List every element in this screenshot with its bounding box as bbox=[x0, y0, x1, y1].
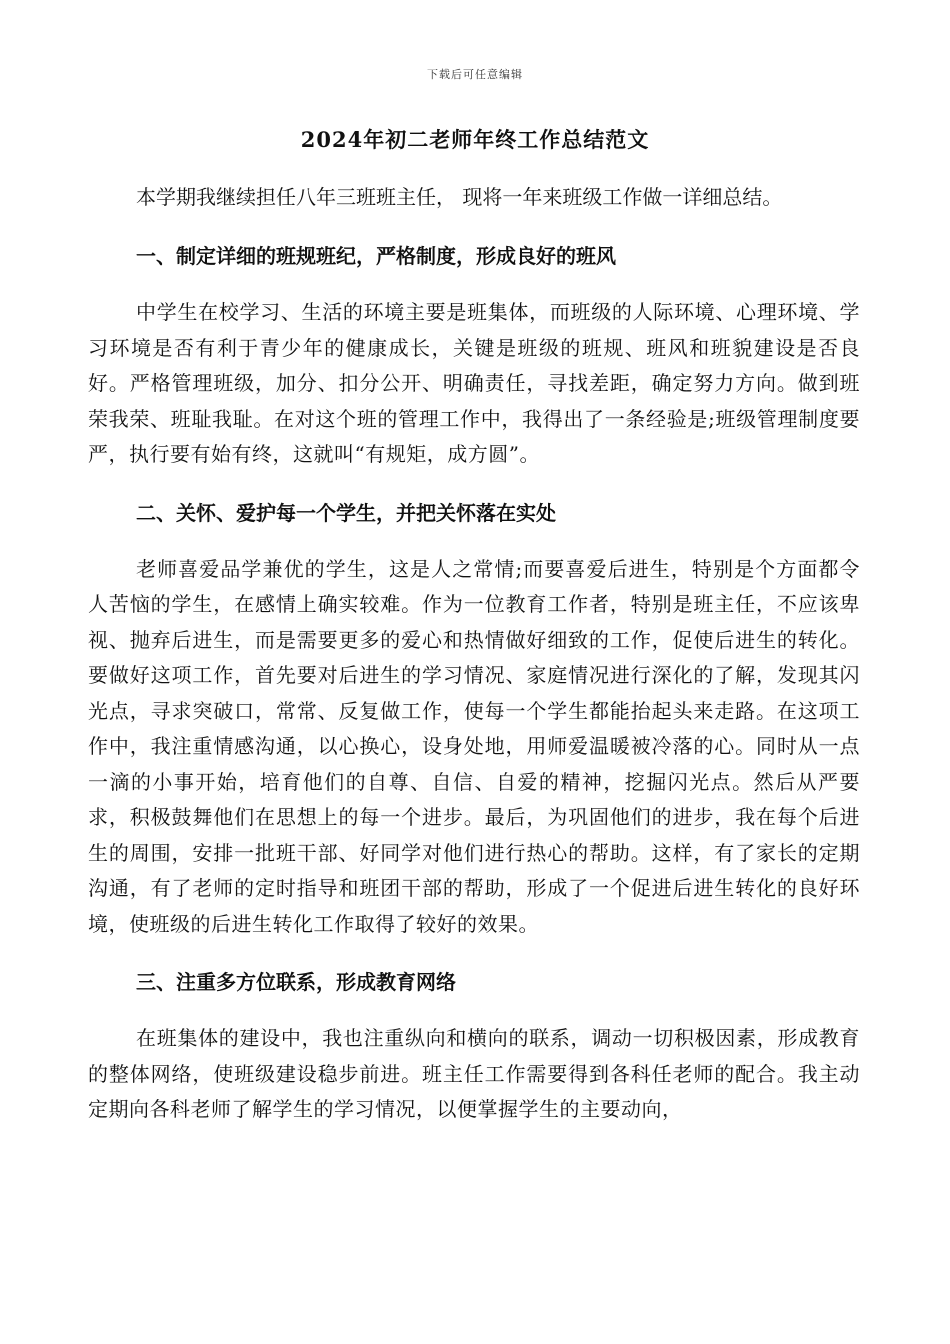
section-heading-3: 三、注重多方位联系，形成教育网络 bbox=[136, 970, 456, 994]
section-paragraph-2: 老师喜爱品学兼优的学生，这是人之常情;而要喜爱后进生，特别是个方面都令人苦恼的学生，在感情上确实较难。作为一位教育工作者，特别是班主任，不应该卑视、抛弃后进生，而是需要更多的爱心和热情做好细致的工作，促使后进生的转化。要做好这项工作，首先要对后进生的学习情况、家庭情况进行深化的了解，发现其闪光点，寻求突破口，常常、反复做工作，使每一个学生都能抬起头来走路。在这项工作中，我注重情感沟通，以心换心，设身处地，用师爱温暖被冷落的心。同时从一点一滴的小事开始，培育他们的自尊、自信、自爱的精神，挖掘闪光点。然后从严要求，积极鼓舞他们在思想上的每一个进步。最后，为巩固他们的进步，我在每个后进生的周围，安排一批班干部、好同学对他们进行热心的帮助。这样，有了家长的定期沟通，有了老师的定时指导和班团干部的帮助，形成了一个促进后进生转化的良好环境，使班级的后进生转化工作取得了较好的效果。 bbox=[88, 556, 860, 936]
document-body bbox=[88, 180, 860, 1151]
section-paragraph-3: 在班集体的建设中，我也注重纵向和横向的联系，调动一切积极因素，形成教育的整体网络，使班级建设稳步前进。班主任工作需要得到各科任老师的配合。我主动定期向各科老师了解学生的学习情况，以便掌握学生的主要动向， bbox=[88, 1026, 860, 1121]
section-heading-1: 一、制定详细的班规班纪，严格制度，形成良好的班风 bbox=[136, 244, 616, 268]
header-note: 下载后可任意编辑 bbox=[427, 68, 523, 81]
intro-paragraph: 本学期我继续担任八年三班班主任， 现将一年来班级工作做一详细总结。 bbox=[136, 185, 783, 209]
section-paragraph-1: 中学生在校学习、生活的环境主要是班集体，而班级的人际环境、心理环境、学习环境是否有利于青少年的健康成长，关键是班级的班规、班风和班貌建设是否良好。严格管理班级，加分、扣分公开、明确责任，寻找差距，确定努力方向。做到班荣我荣、班耻我耻。在对这个班的管理工作中，我得出了一条经验是;班级管理制度要严，执行要有始有终，这就叫“有规矩，成方圆”。 bbox=[88, 300, 860, 466]
section-heading-2: 二、关怀、爱护每一个学生，并把关怀落在实处 bbox=[136, 500, 556, 525]
document-title: 2024年初二老师年终工作总结范文 bbox=[300, 127, 650, 152]
